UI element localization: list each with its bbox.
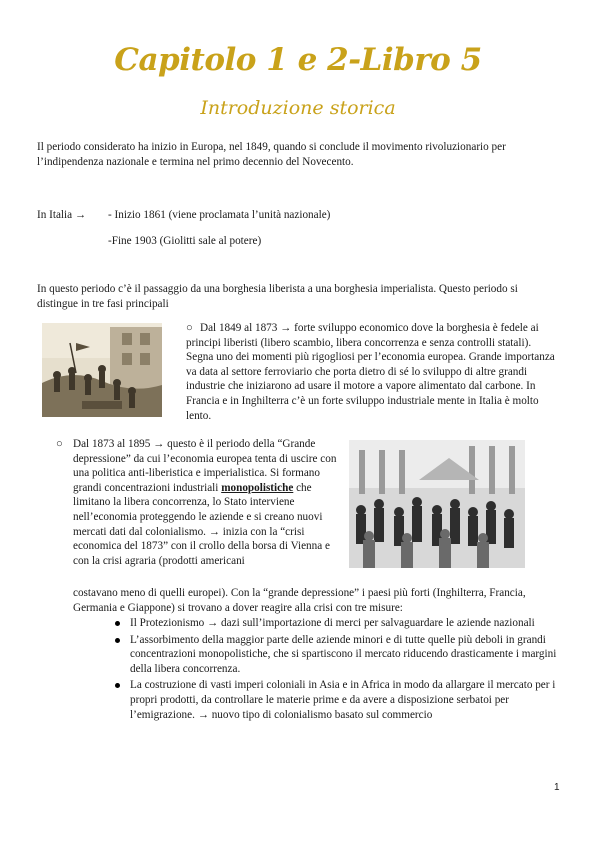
misure-list — [110, 616, 562, 724]
fase1-text: Dal 1849 al 1873 → forte sviluppo economico dove la borghesia è fedele ai principi liberisti (libero scambio, libera concorrenza e senza controlli statali). Segna uno dei momenti più rigogliosi per l’economia europea. Grande importanza va data al settore ferroviario che porta dietro di sé lo sviluppo di altre grandi industrie che iniziarono ad usare il motore a vapore alimentato dal carbone. In Francia e in Inghilterra c’è un forte sviluppo industriale mente in Italia è molto lento. — [186, 322, 555, 422]
fase2-text-b: che limitano la libera concorrenza, lo Stato interviene nell’economia proteggendo le aziende e si creano nuovi mercati dati dal colonialismo. → inizia con la “crisi economica del 1873” con il crollo della borsa di Vienna e con la crisi agraria (prodotti americani — [73, 481, 330, 567]
bullet-dot-icon — [115, 621, 120, 626]
section-subtitle: Introduzione storica — [200, 97, 396, 119]
list-item — [110, 616, 562, 631]
list-item — [110, 678, 562, 722]
page-number: 1 — [554, 782, 560, 793]
list-item-text: La costruzione di vasti imperi coloniali in Asia e in Africa in modo da allargare il mercato per i propri prodotti, da controllare le materie prime e da avere a disposizione serbatoi per l’emigrazione. → nuovo tipo di colonialismo basato sul commercio — [130, 679, 556, 721]
list-item-text: Il Protezionismo → dazi sull’importazione di merci per salvaguardare le aziende nazionali — [130, 617, 535, 629]
list-item — [110, 633, 562, 677]
stock-exchange-illustration-graphic — [349, 440, 525, 568]
italia-end: -Fine 1903 (Giolitti sale al potere) — [108, 235, 262, 247]
arrow-right-icon: → — [74, 209, 87, 221]
italia-start: - Inizio 1861 (viene proclamata l’unità nazionale) — [108, 209, 331, 221]
fase2-marker: ○ — [56, 438, 63, 450]
intro-paragraph: Il periodo considerato ha inizio in Europa, nel 1849, quando si conclude il movimento rivoluzionario per l’indipendenza nazionale e termina nel primo decennio del Novecento. — [37, 141, 506, 168]
circle-bullet-icon: ○ — [186, 322, 193, 334]
revolution-illustration — [42, 323, 162, 417]
fase2-underlined-term: monopolistiche — [221, 481, 294, 494]
fase1-paragraph — [186, 321, 558, 423]
italia-label: In Italia — [37, 209, 73, 221]
list-item-text: L’assorbimento della maggior parte delle aziende minori e di tutte quelle più deboli in grandi concentrazioni monopolistiche, che si spartiscono il mercato riducendo drasticamente i margini della libera concorrenza. — [130, 633, 557, 675]
stock-exchange-illustration — [349, 440, 525, 568]
revolution-illustration-graphic — [42, 323, 162, 417]
page-title: Capitolo 1 e 2-Libro 5 — [114, 42, 482, 78]
bullet-dot-icon — [115, 683, 120, 688]
fase2-text-a: Dal 1873 al 1895 → questo è il periodo della “Grande depressione” da cui l’economia europea tenta di uscire con una politica anti-liberistica e imperialistica. Si formano grandi concentrazioni industriali — [73, 438, 337, 494]
passaggio-paragraph: In questo periodo c’è il passaggio da una borghesia liberista a una borghesia imperialista. Questo periodo si distingue in tre fasi principali — [37, 283, 518, 310]
bullet-dot-icon — [115, 638, 120, 643]
fase2-continuation: costavano meno di quelli europei). Con la “grande depressione” i paesi più forti (Inghilterra, Francia, Germania e Giappone) si trovano a dover reagire alla crisi con tre misure: — [73, 587, 526, 614]
italia-label-row — [37, 208, 86, 223]
fase2-paragraph — [73, 437, 341, 568]
